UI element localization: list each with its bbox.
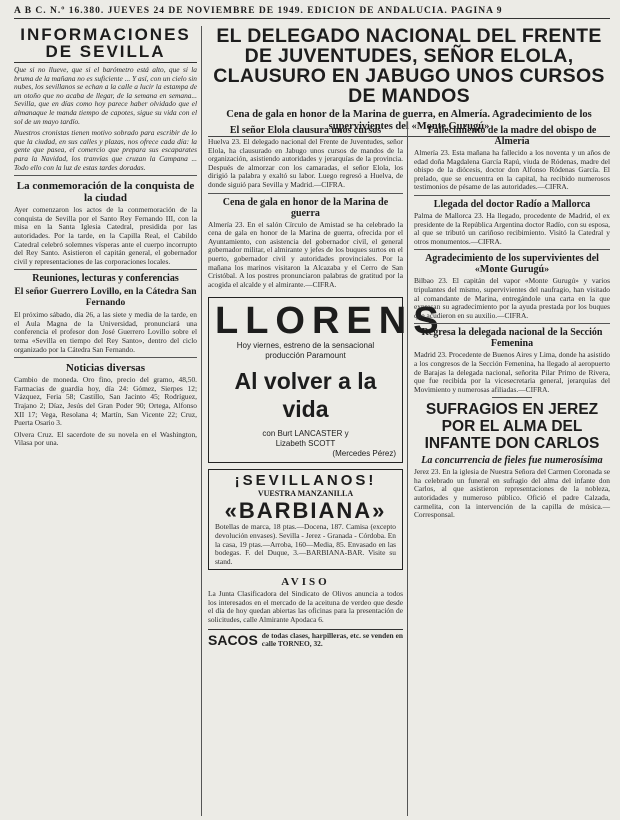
subheadline-jerez: La concurrencia de fieles fue numerosísima bbox=[421, 455, 603, 467]
page-header: A B C. N.º 16.380. JUEVES 24 DE NOVIEMBRE DE 1949. EDICION DE ANDALUCIA. PAGINA 9 bbox=[14, 6, 610, 19]
headline-reuniones: Reuniones, lecturas y conferencias bbox=[32, 273, 179, 285]
ad-barbiana-brand: «BARBIANA» bbox=[224, 498, 387, 524]
headline-jerez: SUFRAGIOS EN JEREZ POR EL ALMA DEL INFANTE DON CARLOS bbox=[424, 401, 600, 453]
article-radio: Palma de Mallorca 23. Ha llegado, procedente de Madrid, el ex presidente de la República Argentina doctor Radío, con su esposa, al que se tributó un cariñoso recibimiento. Visitó la Catedral y otros monumentos.—CIFRA. bbox=[414, 210, 610, 246]
column-b bbox=[414, 122, 610, 816]
divider bbox=[414, 249, 610, 250]
headline-gurugu: Agradecimiento de los supervivientes del «Monte Gurugú» bbox=[425, 253, 599, 276]
article-jerez: Jerez 23. En la iglesia de Nuestra Señora del Carmen Coronada se ha celebrado un funeral en sufragio del alma del infante don Carlos, al que asistieron representaciones de la nobleza, autoridades y numeroso público. Ofició el padre Calzada, carmelita, con la intervención de la capilla de música.—Corresponsal. bbox=[414, 467, 610, 520]
right-area bbox=[208, 26, 610, 816]
aviso-body: La Junta Clasificadora del Sindicato de Olivos anuncia a todos los interesados en el mercado de la aceituna de verdeo que desde el día de hoy quedan abiertas las oficinas para la presentación de solicitudes, calle Almirante Apodaca 6. bbox=[208, 589, 403, 625]
ad-llorens-line-3: con Burt LANCASTER y bbox=[262, 429, 349, 439]
article-elola: Huelva 23. El delegado nacional del Frente de Juventudes, señor Elola, ha clausurado en Jabugo unos cursos de mandos de la organización, asistiendo autoridades y jerarquías de la provincia. Después de almorzar con los camaradas, el señor Elola, los dirigió la palabra y exaltó su labor. Luego regresó a Huelva, de donde siguió para Sevilla y Madrid.—CIFRA. bbox=[208, 137, 403, 189]
column-a bbox=[208, 122, 446, 816]
divider bbox=[414, 323, 610, 324]
sacos-ad bbox=[208, 629, 403, 649]
headline-radio: Llegada del doctor Radío a Mallorca bbox=[433, 198, 591, 210]
divider bbox=[14, 269, 197, 270]
article-gurugu: Bilbao 23. El capitán del vapor «Monte Gurugú» y varios tripulantes del mismo, supervivientes del naufragio, han visitado al comandante de Marina, entregándole una carta en la que expresan su agradecimiento por la ayuda prestada por los buques que acudieron en su auxilio.—CIFRA. bbox=[414, 276, 610, 320]
article-cena-gala: Almería 23. En el salón Círculo de Amistad se ha celebrado la cena de gala en honor de la Marina de guerra, ofrecida por el Ayuntamiento, con asistencia del gobernador civil, el general gobernador militar, el almirante y jefes de los buques surtos en el puerto, gobernador civil y autoridades provinciales. Por la mañana los marinos visitaron la Alcazaba y el Cerro de San Cristóbal. A los postres pronunciaron palabras de gratitud por la acogida el alcalde y el almirante.—CIFRA. bbox=[208, 219, 403, 289]
article-seccion-femenina: Madrid 23. Procedente de Buenos Aires y Lima, donde ha asistido a los congresos de la Sección Femenina, ha llegado al aeropuerto de Barajas la delegada nacional, señorita Pilar Primo de Rivera, que fue recibida por la vicesecretaria general, jerarquías del Movimiento y numerosas afiliadas.—CIFRA. bbox=[414, 350, 610, 394]
aviso-title: AVISO bbox=[281, 576, 330, 589]
ad-barbiana bbox=[208, 469, 403, 570]
ad-llorens-line-5: (Mercedes Pérez) bbox=[332, 449, 396, 459]
ad-llorens-line-2: producción Paramount bbox=[265, 351, 346, 361]
headline-guerrero-lovillo: El señor Guerrero Lovillo, en la Cátedra San Fernando bbox=[14, 287, 197, 309]
aviso-block bbox=[208, 576, 403, 624]
headline-noticias-diversas: Noticias diversas bbox=[65, 362, 146, 375]
left-column bbox=[14, 26, 202, 816]
sacos-text: de todas clases, harpilleras, etc. se venden en calle TORNEO, 32. bbox=[261, 630, 403, 649]
divider bbox=[492, 397, 532, 398]
headline-conmemoracion: La conmemoración de la conquista de la ciudad bbox=[16, 180, 195, 205]
headline-obispo: Fallecimiento de la madre del obispo de Almería bbox=[427, 125, 597, 147]
ad-llorens-line-1: Hoy viernes, estreno de la sensacional bbox=[236, 341, 375, 351]
ad-llorens-name: LLORENS bbox=[215, 300, 446, 343]
article-conmemoracion: Ayer comenzaron los actos de la conmemoración de la conquista de Sevilla por el Santo Rey Fernando III, con la misa en la Santa Iglesia Catedral, presidida por las autoridades. Por la tarde, en la Capilla Real, el Cabildo Catedral celebró solemnes vísperas ante el cuerpo incorrupto del Rey Santo. Asistieron el capitán general, el gobernador civil y representaciones de las corporaciones locales. bbox=[14, 205, 197, 266]
article-noticias: Cambio de moneda. Oro fino, precio del gramo, 48,50. Farmacias de guardia hoy, día 24: Gómez, Sierpes 12; Vázquez, Feria 58; Castillo, San Jacinto 45; Rodríguez, Trajano 2; Díaz, Jesús del Gran Poder 90; Ortega, Alfonso XII 17; Vega, Resolana 4; Martín, San Vicente 22; Cruz, Puerta Osario 3. bbox=[14, 375, 197, 428]
main-subheadline: Cena de gala en honor de la Marina de guerra, en Almería. Agradecimiento de los supervivientes del «Monte Gurugú» bbox=[208, 109, 610, 137]
sacos-label: SACOS bbox=[208, 632, 258, 649]
divider bbox=[14, 175, 197, 176]
divider bbox=[208, 193, 403, 194]
ad-llorens-film-title: Al volver a la vida bbox=[234, 368, 377, 423]
intro-paragraph: Que si no llueve, que si el barómetro está alto, que si la bruma de la mañana no es suficiente ... Y así, con un cielo sin nubes, los sevillanos se echan a la calle a lucir la estampa de un otoño que no acaba de llegar, de la semana en semana... Sevilla, que en días como hoy parece haber olvidado que el almanaque le manda tiempo de capotes, sigue su vida con el sol de un mayo tardío. bbox=[14, 65, 197, 126]
article-noticias-2: Olvera Cruz. El sacerdote de su novela en el Washington, Vilasa por una. bbox=[14, 429, 197, 448]
divider bbox=[414, 195, 610, 196]
ad-llorens-line-4: Lizabeth SCOTT bbox=[275, 439, 336, 449]
ad-barbiana-body: Botellas de marca, 18 ptas.—Docena, 187. Camisa (excepto devolución envases). Sevilla - Jerez - Granada - Córdoba. En la casa, 19 ptas.—Arroba, 160—Media, 85. Envasado en las bodegas. F. del Duque, 3.—BARBIANA-BAR. Visite su stand. bbox=[215, 522, 396, 566]
divider bbox=[14, 357, 197, 358]
article-reuniones: El próximo sábado, día 26, a las siete y media de la tarde, en el Aula Magna de la Universidad, pronunciará una conferencia el profesor don José Guerrero Lovillo sobre el tema «Sevilla en tiempo del Rey Santo», dentro del ciclo organizado por la Cátedra San Fernando. bbox=[14, 310, 197, 354]
ad-barbiana-title: ¡SEVILLANOS! bbox=[234, 472, 377, 490]
newspaper-page bbox=[14, 6, 610, 816]
intro-paragraph-2: Nuestros cronistas tienen motivo sobrado para escribir de lo que la ciudad, en sus calles y plazas, nos ofrece cada día: la gente que pasea, el comercio que prepara sus escaparates para la Navidad, los tranvías que cruzan la Campana ... Todo ello con la luz de estas tardes doradas. bbox=[14, 128, 197, 172]
section-title-sevilla: INFORMACIONES DE SEVILLA bbox=[14, 26, 197, 63]
ad-llorens bbox=[208, 297, 446, 463]
headline-seccion-femenina: Regresa la delegada nacional de la Sección Femenina bbox=[421, 327, 603, 350]
headline-elola: El señor Elola clausura unos cursos bbox=[229, 125, 382, 136]
headline-cena-gala: Cena de gala en honor de la Marina de guerra bbox=[222, 196, 389, 219]
ad-barbiana-sub: VUESTRA MANZANILLA bbox=[257, 489, 354, 499]
main-headline: EL DELEGADO NACIONAL DEL FRENTE DE JUVENTUDES, SEÑOR ELOLA, CLAUSURO EN JABUGO UNOS CURSOS DE MANDOS bbox=[213, 25, 605, 107]
article-obispo: Almería 23. Esta mañana ha fallecido a los noventa y un años de edad doña Magdalena García Rapú, viuda de Ródenas, madre del obispo de la diócesis, doctor don Alfonso Ródenas García. El prelado, que se encuentra en la capital, ha recibido numerosos testimonios de pésame de las autoridades.—CIFRA. bbox=[414, 148, 610, 192]
